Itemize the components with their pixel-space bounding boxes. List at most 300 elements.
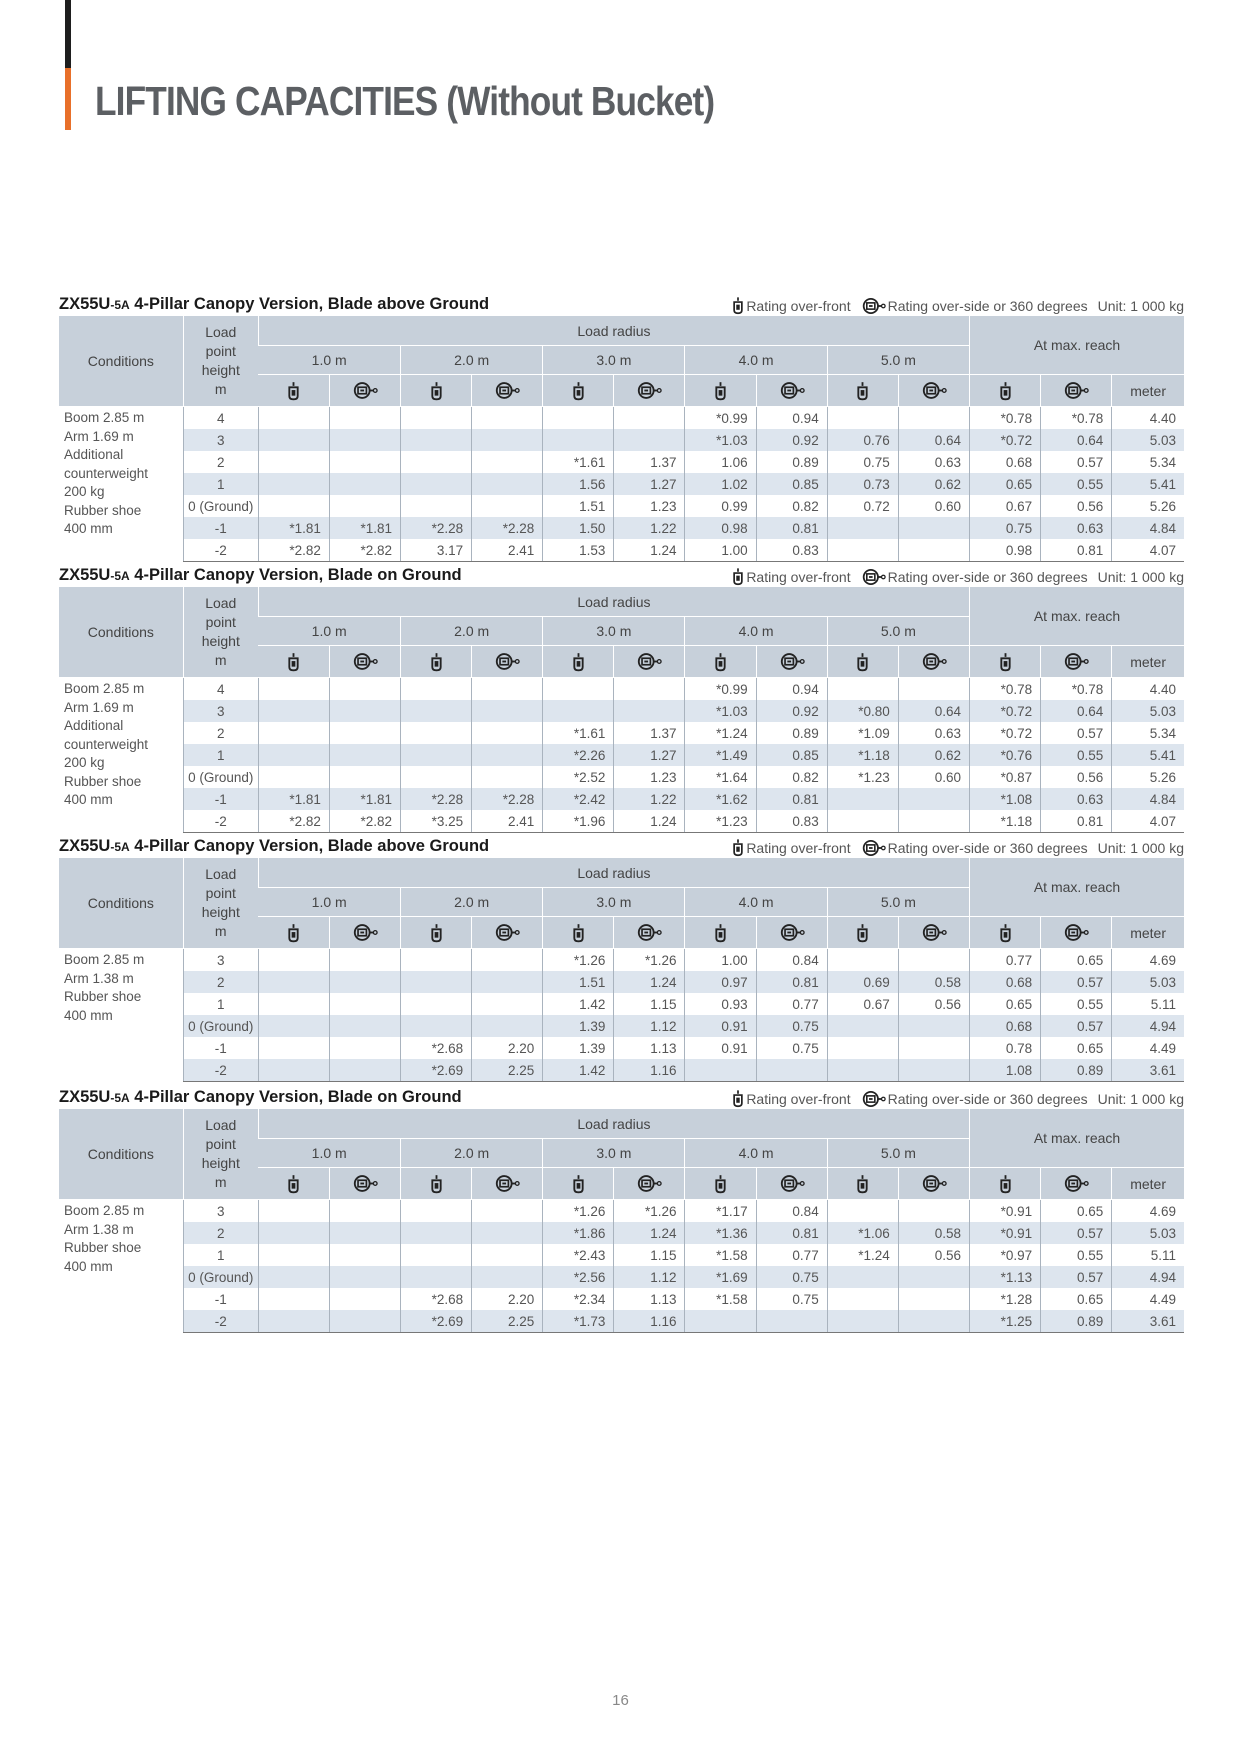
capacity-table-section (59, 566, 1184, 829)
radius-header: 2.0 m (401, 346, 543, 375)
condition-line: 400 mm (64, 521, 113, 536)
table-row (59, 1266, 1184, 1288)
capacity-cell: 4.84 (1112, 517, 1184, 539)
capacity-cell (329, 722, 400, 744)
table-row (59, 744, 1184, 766)
capacity-cell: *2.43 (543, 1244, 614, 1266)
rating-over-front-icon (732, 296, 744, 315)
model-name: ZX55U (59, 295, 111, 313)
capacity-cell: 1.42 (543, 993, 614, 1015)
capacity-cell: *1.86 (543, 1222, 614, 1244)
capacity-cell: 1.15 (614, 993, 685, 1015)
capacity-cell: *1.69 (685, 1266, 756, 1288)
conditions-cell (59, 678, 183, 833)
radius-header: 2.0 m (401, 617, 543, 646)
capacity-cell (401, 1015, 472, 1037)
capacity-cell: 0.58 (898, 1222, 969, 1244)
table-row (59, 407, 1184, 430)
capacity-cell: 1.06 (685, 451, 756, 473)
capacity-cell: 0.63 (898, 722, 969, 744)
radius-header: 3.0 m (543, 1139, 685, 1168)
capacity-cell (329, 1015, 400, 1037)
rating-over-side-icon (861, 838, 886, 856)
capacity-cell: 0.57 (1041, 1222, 1112, 1244)
capacity-cell: 0.55 (1041, 473, 1112, 495)
capacity-cell: 0.81 (756, 1222, 827, 1244)
capacity-cell: 0.92 (756, 429, 827, 451)
capacity-cell: 0.65 (970, 993, 1041, 1015)
legend-front-label: Rating over-front (746, 839, 851, 856)
model-name: ZX55U (59, 837, 111, 855)
capacity-cell: 1.24 (614, 539, 685, 562)
load-point-height-cell: 2 (183, 971, 258, 993)
capacity-cell: *2.69 (401, 1059, 472, 1082)
capacity-cell: *0.99 (685, 407, 756, 430)
capacity-cell: 4.69 (1112, 1200, 1184, 1223)
table-row (59, 517, 1184, 539)
capacity-cell: 1.37 (614, 722, 685, 744)
capacity-cell: 0.85 (756, 473, 827, 495)
capacity-cell: 2.20 (472, 1037, 543, 1059)
capacity-cell (614, 678, 685, 701)
capacity-cell (898, 1310, 969, 1333)
capacity-cell: 0.68 (970, 1015, 1041, 1037)
capacity-cell: *1.58 (685, 1288, 756, 1310)
capacity-cell (258, 1244, 329, 1266)
capacity-cell (898, 1288, 969, 1310)
at-max-reach-header: At max. reach (970, 587, 1184, 646)
capacity-cell (258, 993, 329, 1015)
rating-over-side-icon (861, 296, 886, 314)
condition-line: counterweight (64, 736, 149, 752)
load-point-height-cell: 0 (Ground) (183, 766, 258, 788)
radius-header: 5.0 m (827, 617, 969, 646)
capacity-cell (614, 429, 685, 451)
table-row (59, 678, 1184, 701)
capacity-cell: 4.49 (1112, 1288, 1184, 1310)
capacity-cell: *2.56 (543, 1266, 614, 1288)
capacity-cell (258, 700, 329, 722)
rating-over-side-icon (756, 917, 827, 949)
capacity-cell: *2.28 (472, 517, 543, 539)
capacity-cell (329, 1037, 400, 1059)
capacity-cell (614, 407, 685, 430)
capacity-cell (401, 971, 472, 993)
rating-over-side-icon (329, 375, 400, 407)
rating-over-side-icon (1041, 917, 1112, 949)
at-max-reach-header: At max. reach (970, 858, 1184, 917)
page-title: LIFTING CAPACITIES (Without Bucket) (95, 78, 715, 124)
condition-line: Arm 1.69 m (64, 699, 134, 715)
capacity-cell: 4.40 (1112, 678, 1184, 701)
capacity-cell (827, 1015, 898, 1037)
capacity-cell: 3.61 (1112, 1059, 1184, 1082)
load-point-height-cell: 3 (183, 429, 258, 451)
capacity-cell: 2.25 (472, 1059, 543, 1082)
capacity-cell: 0.98 (970, 539, 1041, 562)
load-radius-header: Load radius (258, 1109, 969, 1139)
capacity-cell: 0.77 (756, 1244, 827, 1266)
rating-over-side-icon (329, 646, 400, 678)
capacity-cell: *2.34 (543, 1288, 614, 1310)
capacity-cell: 1.00 (685, 539, 756, 562)
condition-line: Rubber shoe (64, 502, 142, 518)
table-header-row (59, 295, 1184, 315)
table-row (59, 473, 1184, 495)
capacity-cell: *1.06 (827, 1222, 898, 1244)
capacity-cell: *1.23 (827, 766, 898, 788)
capacity-cell: 0.56 (898, 1244, 969, 1266)
capacity-cell: *1.25 (970, 1310, 1041, 1333)
capacity-cell: *3.25 (401, 810, 472, 833)
rating-over-front-icon (685, 646, 756, 678)
capacity-cell (472, 407, 543, 430)
capacity-cell: 5.03 (1112, 429, 1184, 451)
capacity-cell: *1.26 (543, 949, 614, 972)
capacity-cell: *2.28 (401, 517, 472, 539)
capacity-cell (258, 1059, 329, 1082)
rating-over-side-icon (1041, 1168, 1112, 1200)
capacity-cell (898, 1037, 969, 1059)
capacity-cell: *1.62 (685, 788, 756, 810)
capacity-cell: 0.75 (756, 1015, 827, 1037)
capacity-cell (827, 1037, 898, 1059)
radius-header: 3.0 m (543, 346, 685, 375)
capacity-cell: 0.93 (685, 993, 756, 1015)
capacity-cell: *0.99 (685, 678, 756, 701)
condition-line: Rubber shoe (64, 773, 142, 789)
radius-header: 1.0 m (258, 346, 400, 375)
capacity-cell: 5.03 (1112, 971, 1184, 993)
capacity-cell (401, 766, 472, 788)
capacity-cell: 0.57 (1041, 1015, 1112, 1037)
rating-over-front-icon (401, 1168, 472, 1200)
capacity-cell (827, 517, 898, 539)
capacity-cell (329, 1200, 400, 1223)
meter-header: meter (1112, 917, 1184, 949)
capacity-cell: 4.94 (1112, 1015, 1184, 1037)
capacity-cell (329, 407, 400, 430)
unit-label: Unit: 1 000 kg (1097, 839, 1184, 856)
condition-line: Rubber shoe (64, 989, 142, 1004)
capacity-cell (827, 1266, 898, 1288)
table-row (59, 451, 1184, 473)
radius-header: 5.0 m (827, 1139, 969, 1168)
capacity-cell (329, 949, 400, 972)
capacity-cell: *0.78 (1041, 407, 1112, 430)
rating-over-side-icon (898, 375, 969, 407)
table-row (59, 429, 1184, 451)
rating-over-side-icon (329, 1168, 400, 1200)
capacity-cell: 1.51 (543, 971, 614, 993)
load-point-height-cell: -1 (183, 517, 258, 539)
capacity-cell (543, 700, 614, 722)
capacity-cell: *0.72 (970, 429, 1041, 451)
capacity-cell (685, 1310, 756, 1333)
capacity-cell: *1.13 (970, 1266, 1041, 1288)
table-title-rest: 4-Pillar Canopy Version, Blade above Ground (129, 295, 490, 313)
capacity-cell (827, 810, 898, 833)
capacity-cell: 0.77 (970, 949, 1041, 972)
capacity-cell: 0.65 (1041, 1200, 1112, 1223)
capacity-cell: *0.80 (827, 700, 898, 722)
table-row (59, 993, 1184, 1015)
capacity-cell: 0.81 (1041, 810, 1112, 833)
table-row (59, 1222, 1184, 1244)
capacity-cell: *1.96 (543, 810, 614, 833)
radius-header: 1.0 m (258, 1139, 400, 1168)
load-point-height-header: Load point height m (183, 858, 258, 949)
conditions-header: Conditions (59, 587, 183, 678)
load-point-height-cell: -1 (183, 788, 258, 810)
capacity-cell: *0.78 (970, 407, 1041, 430)
page-number: 16 (612, 1692, 629, 1709)
capacity-cell (827, 539, 898, 562)
condition-line: Arm 1.38 m (64, 1221, 134, 1237)
capacity-cell: 0.91 (685, 1015, 756, 1037)
capacity-cell (329, 495, 400, 517)
capacity-cell (329, 1222, 400, 1244)
capacity-cell: 0.81 (756, 788, 827, 810)
load-point-height-cell: 2 (183, 451, 258, 473)
capacity-cell: *2.68 (401, 1037, 472, 1059)
capacity-cell: *1.81 (258, 517, 329, 539)
capacity-cell: 1.50 (543, 517, 614, 539)
condition-line: Additional (64, 718, 124, 733)
capacity-cell (472, 495, 543, 517)
capacity-cell (329, 971, 400, 993)
capacity-cell: *1.49 (685, 744, 756, 766)
capacity-table (59, 316, 1184, 562)
model-suffix: -5A (110, 1091, 130, 1105)
table-title (59, 295, 489, 314)
table-row (59, 495, 1184, 517)
load-point-height-cell: 3 (183, 949, 258, 972)
capacity-cell (898, 1200, 969, 1223)
table-row (59, 1310, 1184, 1333)
rating-over-front-icon (970, 1168, 1041, 1200)
legend-side-label: Rating over-side or 360 degrees (887, 568, 1088, 585)
rating-over-side-icon (861, 567, 886, 585)
table-row (59, 788, 1184, 810)
rating-over-side-icon (472, 917, 543, 949)
capacity-cell: 0.75 (756, 1266, 827, 1288)
capacity-cell: 0.65 (970, 473, 1041, 495)
capacity-cell (258, 1037, 329, 1059)
legend (732, 838, 1184, 857)
at-max-reach-header: At max. reach (970, 1109, 1184, 1168)
load-point-height-cell: 4 (183, 678, 258, 701)
capacity-cell: 1.02 (685, 473, 756, 495)
capacity-cell (756, 1059, 827, 1082)
capacity-cell (329, 678, 400, 701)
capacity-cell: 1.08 (970, 1059, 1041, 1082)
load-point-height-cell: 1 (183, 744, 258, 766)
capacity-cell: 1.16 (614, 1310, 685, 1333)
capacity-cell: 0.85 (756, 744, 827, 766)
table-title-rest: 4-Pillar Canopy Version, Blade on Ground (129, 566, 462, 584)
table-header-row (59, 837, 1184, 857)
condition-line: Rubber shoe (64, 1240, 142, 1255)
capacity-cell: 1.15 (614, 1244, 685, 1266)
capacity-cell: 0.64 (1041, 700, 1112, 722)
capacity-cell: 0.83 (756, 810, 827, 833)
capacity-cell: 0.67 (827, 993, 898, 1015)
capacity-cell: 1.27 (614, 473, 685, 495)
capacity-cell (401, 1222, 472, 1244)
capacity-cell: 1.51 (543, 495, 614, 517)
capacity-cell (329, 744, 400, 766)
radius-header: 4.0 m (685, 346, 827, 375)
capacity-cell: 0.63 (1041, 788, 1112, 810)
rating-over-front-icon (401, 917, 472, 949)
capacity-cell: 1.12 (614, 1015, 685, 1037)
capacity-cell: 0.57 (1041, 722, 1112, 744)
capacity-cell: 0.63 (1041, 517, 1112, 539)
capacity-cell: *1.26 (614, 1200, 685, 1223)
capacity-cell: 0.65 (1041, 1037, 1112, 1059)
rating-over-front-icon (543, 1168, 614, 1200)
table-row (59, 1059, 1184, 1082)
capacity-table-section (59, 1088, 1184, 1329)
condition-line: Arm 1.38 m (64, 970, 134, 986)
rating-over-side-icon (898, 1168, 969, 1200)
capacity-cell (401, 407, 472, 430)
capacity-cell (898, 1059, 969, 1082)
capacity-cell: 0.62 (898, 744, 969, 766)
rating-over-front-icon (732, 567, 744, 586)
capacity-cell (401, 1266, 472, 1288)
conditions-cell (59, 407, 183, 562)
capacity-cell: 0.62 (898, 473, 969, 495)
rating-over-side-icon (756, 1168, 827, 1200)
capacity-cell: 5.34 (1112, 722, 1184, 744)
legend (732, 567, 1184, 586)
radius-header: 5.0 m (827, 346, 969, 375)
capacity-cell (401, 495, 472, 517)
load-point-height-cell: 1 (183, 473, 258, 495)
radius-header: 4.0 m (685, 1139, 827, 1168)
capacity-cell (401, 949, 472, 972)
model-suffix: -5A (110, 569, 130, 583)
capacity-table (59, 858, 1184, 1082)
capacity-cell: *1.17 (685, 1200, 756, 1223)
capacity-cell (827, 949, 898, 972)
capacity-cell: *1.64 (685, 766, 756, 788)
rating-over-side-icon (472, 1168, 543, 1200)
capacity-cell: *2.69 (401, 1310, 472, 1333)
rating-over-side-icon (1041, 646, 1112, 678)
capacity-cell: 0.55 (1041, 744, 1112, 766)
capacity-cell: 0.57 (1041, 1266, 1112, 1288)
capacity-cell: *1.18 (827, 744, 898, 766)
radius-header: 1.0 m (258, 617, 400, 646)
capacity-cell: 1.16 (614, 1059, 685, 1082)
capacity-cell: 1.12 (614, 1266, 685, 1288)
capacity-cell: 0.67 (970, 495, 1041, 517)
capacity-cell: 0.57 (1041, 971, 1112, 993)
capacity-cell: 0.76 (827, 429, 898, 451)
capacity-cell (258, 407, 329, 430)
capacity-cell (898, 678, 969, 701)
capacity-cell: *1.28 (970, 1288, 1041, 1310)
capacity-cell: 0.81 (1041, 539, 1112, 562)
capacity-cell (258, 744, 329, 766)
capacity-cell: 0.97 (685, 971, 756, 993)
capacity-cell: 0.83 (756, 539, 827, 562)
capacity-cell: 0.84 (756, 949, 827, 972)
table-row (59, 810, 1184, 833)
radius-header: 3.0 m (543, 617, 685, 646)
capacity-cell (472, 1200, 543, 1223)
capacity-cell (827, 678, 898, 701)
capacity-cell: 0.56 (898, 993, 969, 1015)
capacity-table (59, 1109, 1184, 1333)
model-suffix: -5A (110, 840, 130, 854)
rating-over-front-icon (685, 1168, 756, 1200)
capacity-cell (401, 1200, 472, 1223)
conditions-header: Conditions (59, 1109, 183, 1200)
capacity-cell: *1.03 (685, 700, 756, 722)
load-radius-header: Load radius (258, 587, 969, 617)
capacity-cell: 5.26 (1112, 766, 1184, 788)
capacity-cell: *2.82 (329, 539, 400, 562)
load-point-height-cell: 1 (183, 1244, 258, 1266)
capacity-cell (401, 473, 472, 495)
table-row (59, 722, 1184, 744)
capacity-cell (898, 517, 969, 539)
capacity-cell: 4.07 (1112, 539, 1184, 562)
capacity-cell (472, 1266, 543, 1288)
capacity-cell: 2.41 (472, 810, 543, 833)
capacity-cell: 3.17 (401, 539, 472, 562)
capacity-cell (329, 1310, 400, 1333)
capacity-cell (329, 429, 400, 451)
capacity-cell: 0.56 (1041, 495, 1112, 517)
capacity-cell: *1.26 (543, 1200, 614, 1223)
rating-over-front-icon (258, 375, 329, 407)
rating-over-side-icon (898, 646, 969, 678)
capacity-cell: 0.55 (1041, 993, 1112, 1015)
model-suffix: -5A (110, 298, 130, 312)
capacity-table-section (59, 295, 1184, 558)
capacity-cell: 4.84 (1112, 788, 1184, 810)
capacity-cell: 0.89 (1041, 1059, 1112, 1082)
capacity-cell: 0.60 (898, 766, 969, 788)
legend-side-label: Rating over-side or 360 degrees (887, 1090, 1088, 1107)
capacity-cell (329, 1244, 400, 1266)
capacity-cell: *2.82 (258, 539, 329, 562)
capacity-cell: 4.94 (1112, 1266, 1184, 1288)
load-point-height-cell: -2 (183, 539, 258, 562)
capacity-cell (472, 429, 543, 451)
capacity-cell: 0.75 (970, 517, 1041, 539)
load-point-height-cell: 4 (183, 407, 258, 430)
rating-over-front-icon (685, 917, 756, 949)
rating-over-side-icon (614, 917, 685, 949)
capacity-cell: *1.24 (685, 722, 756, 744)
rating-over-front-icon (543, 375, 614, 407)
capacity-cell (898, 407, 969, 430)
capacity-cell: 1.13 (614, 1288, 685, 1310)
capacity-cell (472, 1015, 543, 1037)
capacity-cell: 0.63 (898, 451, 969, 473)
capacity-cell (401, 451, 472, 473)
capacity-cell: 0.64 (898, 429, 969, 451)
capacity-cell: 0.75 (827, 451, 898, 473)
capacity-cell (258, 949, 329, 972)
capacity-cell (685, 1059, 756, 1082)
